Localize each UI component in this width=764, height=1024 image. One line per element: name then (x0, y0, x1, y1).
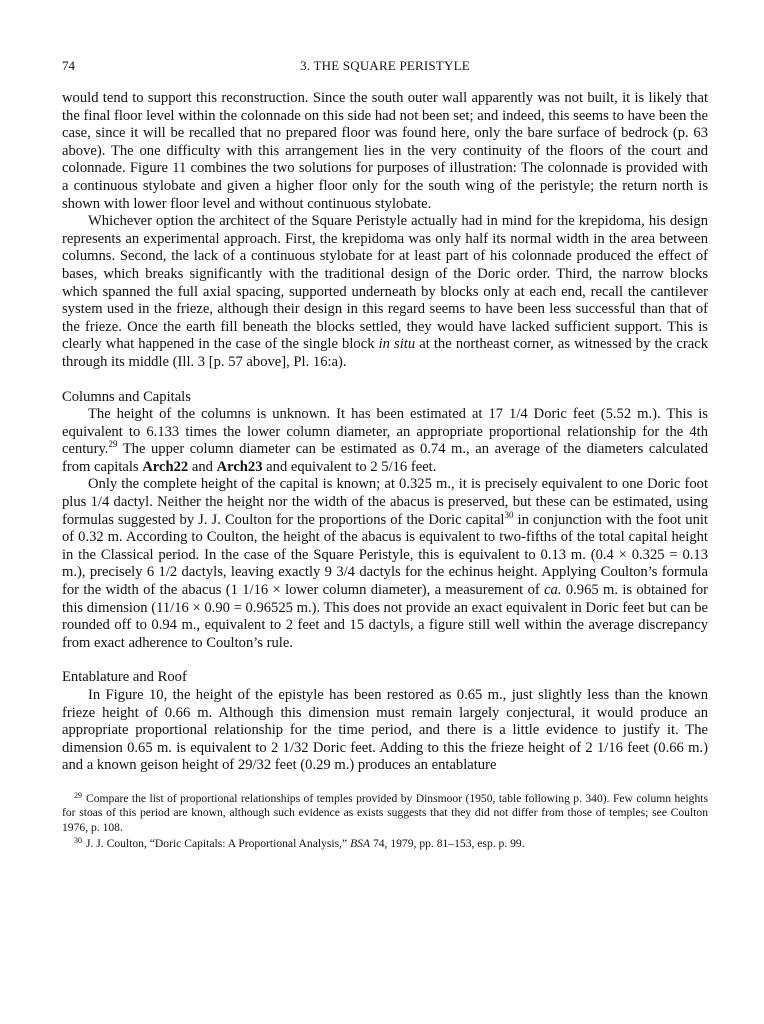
page-header (62, 56, 708, 76)
footnote-29-text: Compare the list of proportional relationships of temples provided by Dinsmoor (1950, table following p. 340). Few column heights for stoas of this period are known, although such evidence as exists suggests that they did not differ from those of temples; see Coulton 1976, p. 108. (62, 791, 708, 834)
paragraph-4-text-c: 0.965 m. is obtained for this dimension (11/16 × 0.90 = 0.96525 m.). This does not provide an exact equivalent in Doric feet but can be rounded off to 0.94 m., equivalent to 2 feet and 15 dactyls, a figure still well within the average discrepancy from exact adherence to Coulton’s rule. (62, 582, 708, 651)
paragraph-1-text: would tend to support this reconstruction. Since the south outer wall apparently was not built, it is likely that the final floor level within the colonnade on this side had not been set; and indeed, this seems to have been the case, since it will be recalled that no prepared floor was found here, only the bare surface of bedrock (p. 63 above). The one difficulty with this arrangement lies in the very continuity of the floors of the court and colonnade. Figure 11 combines the two solutions for purposes of illustration: The colonnade is provided with a continuous stylobate and given a higher floor only for the south wing of the peristyle; the return north is shown with lower floor level and without continuous stylobate. (62, 90, 708, 212)
section-heading-entablature-and-roof: Entablature and Roof (62, 669, 187, 686)
paragraph-5-text: In Figure 10, the height of the epistyle has been restored as 0.65 m., just slightly less than the known frieze height of 0.66 m. Although this dimension must remain largely conjectural, it would produce an appropriate proportional relationship for the time period, and there is a little evidence to justify it. The dimension 0.65 m. is equivalent to 2 1/32 Doric feet. Adding to this the frieze height of 2 1/16 feet (0.66 m.) and a known geison height of 29/32 feet (0.29 m.) produces an entablature (62, 687, 708, 774)
paragraph-3-text-c: and (188, 458, 217, 475)
running-head: 3. THE SQUARE PERISTYLE (300, 58, 470, 73)
paragraph-2-text-a: Whichever option the architect of the Square Peristyle actually had in mind for the krepidoma, his design represents an experimental approach. First, the krepidoma was only half its normal width in the area between columns. Second, the lack of a continuous stylobate for at least part of his colonnade produced the effect of bases, which breaks significantly with the traditional design of the Doric order. Third, the narrow blocks which spanned the full axial spacing, supported underneath by blocks only at each end, recall the cantilever system used in the frieze, although their design in this regard seems to have been less successful than that of the frieze. Once the earth fill beneath the blocks settled, they would have lacked sufficient support. This is clearly what happened in the case of the single block (62, 213, 708, 353)
italic-term-ca: ca. (544, 582, 562, 599)
section-heading-columns-and-capitals: Columns and Capitals (62, 388, 191, 405)
page-number: 74 (62, 58, 75, 73)
footnote-30 (62, 837, 708, 852)
paragraph-4-text-a: Only the complete height of the capital is known; at 0.325 m., it is precisely equivalent to one Doric foot plus 1/4 dactyl. Neither the height nor the width of the abacus is preserved, but these can be estimated, using formulas suggested by J. J. Coulton for the proportions of the Doric capital (62, 476, 708, 528)
body-text (62, 90, 708, 775)
footnote-ref-30[interactable]: 30 (504, 509, 514, 520)
footnote-ref-29[interactable]: 29 (108, 439, 118, 450)
paragraph-3 (62, 406, 708, 476)
footnote-30-text-a: J. J. Coulton, “Doric Capitals: A Proportional Analysis,” (86, 837, 351, 851)
paragraph-2 (62, 213, 708, 371)
footnotes (62, 792, 708, 852)
footnote-30-number: 30 (74, 836, 82, 846)
paragraph-3-text-a: The height of the columns is unknown. It has been estimated at 17 1/4 Doric feet (5.52 m.). This is equivalent to 6.133 times the lower column diameter, an appropriate proportional relationship for the 4th century. (62, 406, 708, 458)
paragraph-3-text-b: The upper column diameter can be estimated as 0.74 m., an average of the diameters calculated from capitals (62, 441, 708, 475)
paragraph-3-text-d: and equivalent to 2 5/16 feet. (262, 458, 437, 475)
footnote-30-journal: BSA (350, 837, 371, 851)
paragraph-1 (62, 90, 708, 213)
footnote-29-number: 29 (74, 790, 82, 800)
paragraph-4 (62, 476, 708, 652)
capital-ref-arch23: Arch23 (216, 458, 263, 475)
capital-ref-arch22: Arch22 (142, 458, 189, 475)
document-page (62, 56, 708, 854)
footnote-30-text-b: 74, 1979, pp. 81–153, esp. p. 99. (370, 837, 525, 851)
paragraph-4-text-b: in conjunction with the foot unit of 0.32 m. According to Coulton, the height of the abacus is equivalent to two-fifths of the total capital height in the Classical period. In the case of the Square Peristyle, this is equivalent to 0.13 m. (0.4 × 0.325 = 0.13 m.), precisely 6 1/2 dactyls, leaving exactly 9 3/4 dactyls for the echinus height. Applying Coulton’s formula for the width of the abacus (1 1/16 × lower column diameter), a measurement of (62, 511, 708, 599)
paragraph-2-text-b: at the northeast corner, as witnessed by the crack through its middle (Ill. 3 [p. 57 above], Pl. 16:a). (62, 336, 708, 370)
paragraph-5 (62, 687, 708, 775)
footnote-29 (62, 792, 708, 836)
italic-term-in-situ: in situ (378, 336, 416, 353)
